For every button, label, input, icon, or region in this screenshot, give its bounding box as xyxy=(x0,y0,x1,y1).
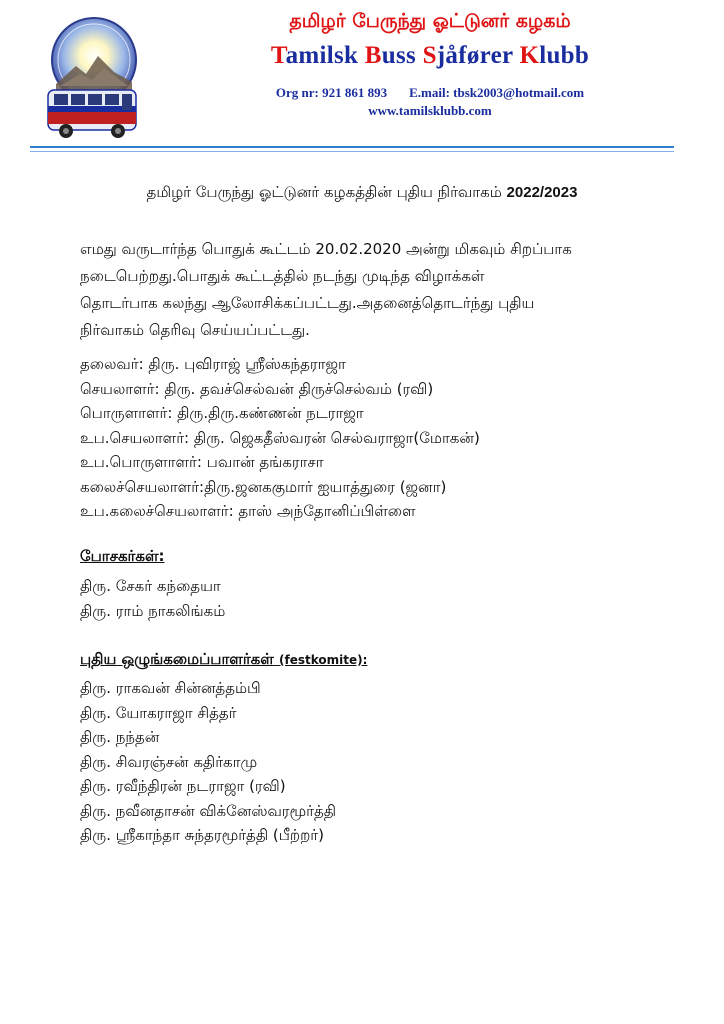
intro-line: தொடர்பாக கலந்து ஆலோசிக்கப்பட்டது.அதனைத்தொடர்ந்து புதிய xyxy=(80,294,535,312)
committee-heading-note: (festkomite): xyxy=(279,653,368,667)
patrons-heading: போசகர்கள்: xyxy=(80,547,165,565)
list-item: உப.செயலாளர்: திரு. ஜெகதீஸ்வரன் செல்வராஜா(மோகன்) xyxy=(80,428,480,447)
patrons-list xyxy=(80,574,225,623)
list-item: தலைவர்: திரு. புவிராஜ் ஸ்ரீஸ்கந்தராஜா xyxy=(80,355,346,373)
document-title: தமிழர் பேருந்து ஓட்டுனர் கழகத்தின் புதிய நிர்வாகம் 2022/2023 xyxy=(146,183,578,201)
committee-heading: புதிய ஒழுங்கமைப்பாளர்கள் (festkomite): xyxy=(80,650,368,668)
header-divider xyxy=(30,146,674,148)
email-address[interactable]: E.mail: tbsk2003@hotmail.com xyxy=(409,85,585,100)
list-item: திரு. நவீனதாசன் விக்னேஸ்வரமூர்த்தி xyxy=(80,801,337,820)
club-logo xyxy=(40,14,144,152)
list-item: உப.பொருளாளர்: பவான் தங்கராசா xyxy=(80,453,324,471)
committee-list xyxy=(80,676,336,848)
header-divider-thin xyxy=(30,151,674,152)
list-item: திரு. நந்தன் xyxy=(80,728,160,746)
header-title-norwegian: Tamilsk Buss Sjåfører Klubb xyxy=(270,42,590,69)
club-logo-bus-icon xyxy=(40,14,144,152)
intro-line: எமது வருடார்ந்த பொதுக் கூட்டம் 20.02.2020 அன்று மிகவும் சிறப்பாக xyxy=(80,240,572,258)
org-contact-line xyxy=(150,85,710,101)
list-item: உப.கலைச்செயலாளர்: தாஸ் அந்தோனிப்பிள்ளை xyxy=(80,502,416,520)
list-item: திரு. ஸ்ரீகாந்தா சுந்தரமூர்த்தி (பீற்றர்) xyxy=(80,826,324,844)
list-item: திரு. சேகர் கந்தையா xyxy=(80,577,221,595)
intro-paragraph xyxy=(80,236,640,344)
list-item: செயலாளர்: திரு. தவச்செல்வன் திருச்செல்வம் (ரவி) xyxy=(80,379,434,398)
list-item: திரு. ராம் நாகலிங்கம் xyxy=(80,601,226,620)
list-item: திரு. ராகவன் சின்னத்தம்பி xyxy=(80,679,261,697)
list-item: திரு. சிவரஞ்சன் கதிர்காமு xyxy=(80,752,258,771)
list-item: பொருளாளர்: திரு.திரு.கண்ணன் நடராஜா xyxy=(80,404,364,422)
officers-list xyxy=(80,352,480,524)
header-title-tamil: தமிழர் பேருந்து ஓட்டுனர் கழகம் xyxy=(289,10,571,32)
list-item: கலைச்செயலாளர்:திரு.ஜனககுமார் ஐயாத்துரை (ஜனா) xyxy=(80,477,447,496)
document-year: 2022/2023 xyxy=(506,184,578,201)
intro-line: நிர்வாகம் தெரிவு செய்யப்பட்டது. xyxy=(80,321,310,339)
list-item: திரு. ரவீந்திரன் நடராஜா (ரவி) xyxy=(80,777,286,795)
list-item: திரு. யோகராஜா சித்தர் xyxy=(80,703,237,722)
website-link[interactable]: www.tamilsklubb.com xyxy=(368,103,492,118)
org-number: Org nr: 921 861 893 xyxy=(275,85,388,100)
intro-line: நடைபெற்றது.பொதுக் கூட்டத்தில் நடந்து முடிந்த விழாக்கள் xyxy=(80,267,485,285)
